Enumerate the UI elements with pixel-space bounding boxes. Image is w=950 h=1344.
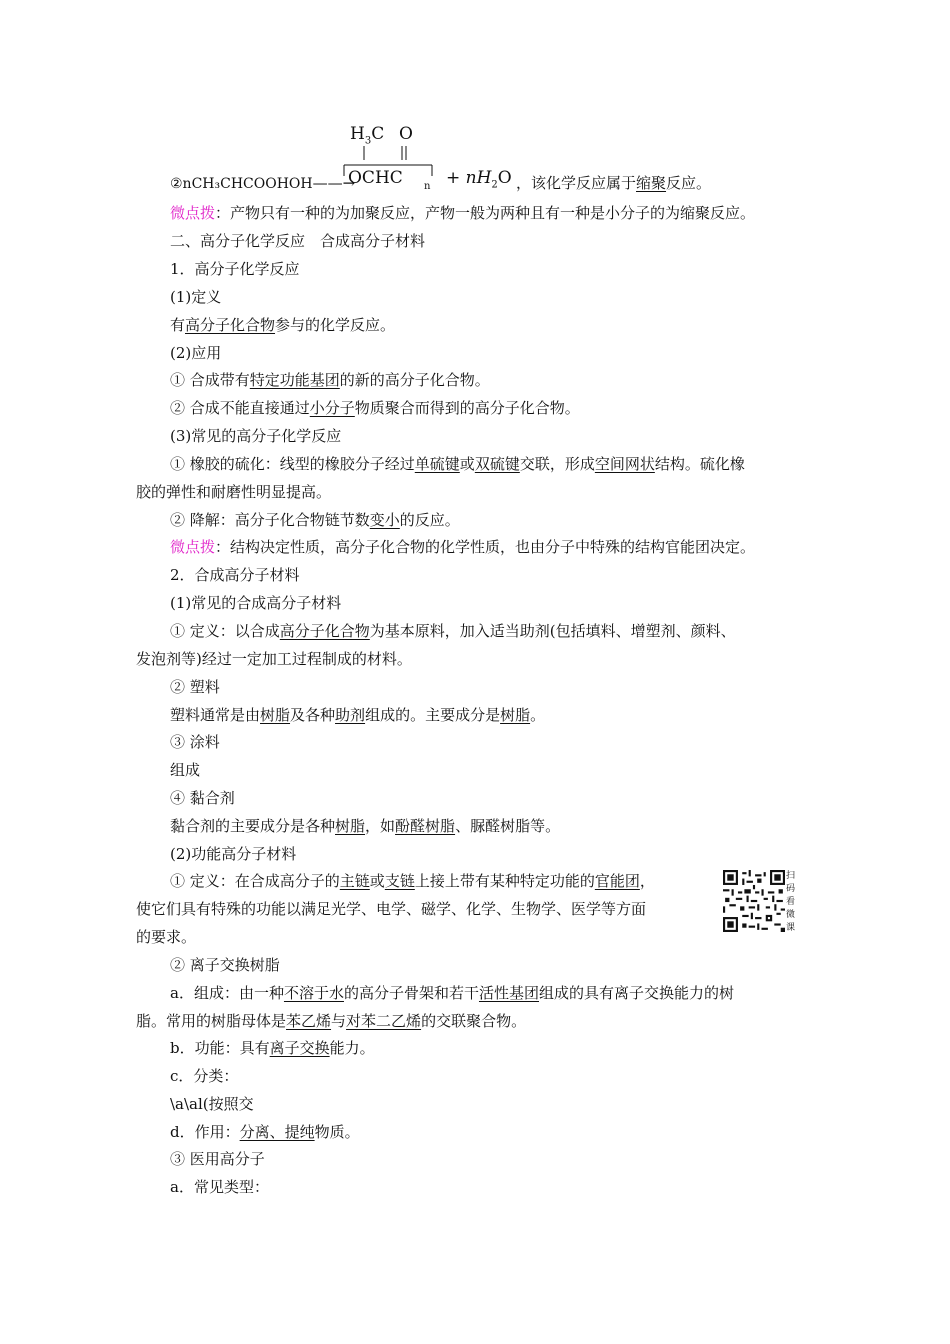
formula-h3-sub: 3 (364, 135, 372, 147)
text-span: 物质。 (314, 1123, 360, 1141)
section-heading: 二、高分子化学反应 合成高分子材料 (170, 232, 426, 250)
text-line: 的要求。 (136, 928, 197, 946)
formula-fill-blank: 缩聚 (636, 174, 667, 192)
text-span: 塑料通常是由 (170, 706, 261, 724)
fill-blank: 不溶于水 (283, 984, 344, 1002)
formula-water-o: O (497, 168, 512, 188)
text-span: d．作用： (170, 1123, 240, 1141)
subsection-heading: 2．合成高分子材料 (170, 566, 300, 584)
text-span: 的交联聚合物。 (421, 1012, 527, 1030)
fill-blank: 对苯二乙烯 (346, 1012, 422, 1030)
text-line (136, 1011, 526, 1031)
formula-n-sub: n (424, 181, 431, 192)
qr-code-icon[interactable] (722, 870, 786, 932)
text-span: ，如 (365, 817, 396, 835)
item-heading: ③ 医用高分子 (170, 1150, 265, 1168)
formula-water: + nH (446, 168, 492, 188)
fill-blank: 分离、提纯 (239, 1123, 315, 1141)
text-line (170, 315, 395, 335)
item-heading: (2)功能高分子材料 (170, 845, 297, 863)
text-line (170, 621, 736, 641)
text-span: 组成的具有离子交换能力的树 (539, 984, 735, 1002)
item-heading: ② 塑料 (170, 678, 220, 696)
text-span: 结构。硫化橡 (654, 455, 745, 473)
text-span: 上接上带有某种特定功能的 (414, 872, 595, 890)
text-span: 组成的。主要成分是 (365, 706, 501, 724)
text-line (170, 705, 545, 725)
fill-blank: 主链 (339, 872, 370, 890)
text-span: 为基本原料，加入适当助剂(包括填料、增塑剂、颜料、 (369, 622, 736, 640)
text-span: ① 定义：在合成高分子的 (170, 872, 340, 890)
text-line: 发泡剂等)经过一定加工过程制成的材料。 (136, 650, 412, 668)
formula-h3-h: H (350, 124, 365, 144)
formula-carbonyl-o: O (399, 124, 413, 144)
fill-blank: 特定功能基团 (249, 371, 340, 389)
text-line: \a\al(按照交 (170, 1095, 254, 1113)
fill-blank: 官能团 (594, 872, 640, 890)
text-line: a．常见类型： (170, 1178, 269, 1196)
text-span: 与 (331, 1012, 347, 1030)
text-span: ， (639, 872, 655, 890)
tip-line-1 (170, 203, 755, 223)
fill-blank: 单硫键 (414, 455, 460, 473)
text-line: c．分类： (170, 1067, 239, 1085)
text-span: 能力。 (329, 1039, 375, 1057)
fill-blank: 双硫键 (474, 455, 520, 473)
text-span: 及各种 (290, 706, 336, 724)
text-line (170, 1038, 375, 1058)
fill-blank: 酚醛树脂 (395, 817, 456, 835)
text-span: 的高分子骨架和若干 (343, 984, 479, 1002)
text-span: 或 (459, 455, 475, 473)
item-heading: (3)常见的高分子化学反应 (170, 427, 342, 445)
text-line: 胶的弹性和耐磨性明显提高。 (136, 483, 332, 501)
formula-water-sub: 2 (491, 179, 498, 191)
fill-blank: 小分子 (309, 399, 355, 417)
fill-blank: 高分子化合物 (279, 622, 370, 640)
formula-tail: ，该化学反应属于 (516, 174, 637, 192)
fill-blank: 树脂 (500, 706, 531, 724)
polymer-equation (0, 0, 950, 200)
text-span: a．组成：由一种 (170, 984, 284, 1002)
text-span: ① 橡胶的硫化：线型的橡胶分子经过 (170, 455, 415, 473)
text-span: 物质聚合而得到的高分子化合物。 (354, 399, 580, 417)
text-line (170, 816, 560, 836)
text-span: 参与的化学反应。 (275, 316, 396, 334)
formula-arrow: ——→ (312, 174, 356, 192)
fill-blank: 活性基团 (478, 984, 539, 1002)
text-line (170, 871, 655, 891)
fill-blank: 树脂 (260, 706, 291, 724)
text-span: ① 定义：以合成 (170, 622, 280, 640)
fill-blank: 高分子化合物 (185, 316, 276, 334)
text-span: 、脲醛树脂等。 (455, 817, 561, 835)
qr-code-label: 扫码看微课 (786, 871, 796, 933)
formula-tail-end: 反应。 (666, 174, 712, 192)
text-line (170, 1122, 360, 1142)
fill-blank: 变小 (369, 511, 400, 529)
text-span: b．功能：具有 (170, 1039, 270, 1057)
text-line (170, 454, 745, 474)
text-span: 交联，形成 (519, 455, 595, 473)
formula-h3-c: C (371, 124, 385, 144)
text-span: 或 (369, 872, 385, 890)
text-span: 脂。常用的树脂母体是 (136, 1012, 287, 1030)
text-line: 组成 (170, 761, 201, 779)
text-line: 使它们具有特殊的功能以满足光学、电学、磁学、化学、生物学、医学等方面 (136, 900, 647, 918)
text-span: ② 合成不能直接通过 (170, 399, 310, 417)
item-heading: ④ 黏合剂 (170, 789, 235, 807)
item-heading: (1)定义 (170, 288, 222, 306)
text-span: 的新的高分子化合物。 (339, 371, 490, 389)
fill-blank: 树脂 (335, 817, 366, 835)
tip-text: ：结构决定性质，高分子化合物的化学性质，也由分子中特殊的结构官能团决定。 (215, 538, 756, 556)
subsection-heading: 1．高分子化学反应 (170, 260, 300, 278)
text-line (170, 398, 580, 418)
fill-blank: 苯乙烯 (286, 1012, 332, 1030)
text-span: 黏合剂的主要成分是各种 (170, 817, 336, 835)
tip-label: 微点拨 (170, 538, 216, 556)
text-span: 的反应。 (399, 511, 460, 529)
item-heading: ② 离子交换树脂 (170, 956, 280, 974)
fill-blank: 助剂 (335, 706, 366, 724)
item-heading: (1)常见的合成高分子材料 (170, 594, 342, 612)
formula-reactant: ②nCH₃CHCOOHOH (170, 176, 313, 192)
text-span: 有 (170, 316, 186, 334)
fill-blank: 离子交换 (269, 1039, 330, 1057)
fill-blank: 支链 (384, 872, 415, 890)
text-line (170, 370, 490, 390)
text-span: ① 合成带有 (170, 371, 250, 389)
tip-line-2 (170, 537, 755, 557)
text-span: 。 (530, 706, 546, 724)
item-heading: ③ 涂料 (170, 733, 220, 751)
text-line (170, 983, 734, 1003)
text-span: ② 降解：高分子化合物链节数 (170, 511, 370, 529)
tip-label: 微点拨 (170, 204, 216, 222)
formula-polymer: OCHC (348, 168, 403, 188)
fill-blank: 空间网状 (594, 455, 655, 473)
item-heading: (2)应用 (170, 344, 222, 362)
tip-text: ：产物只有一种的为加聚反应，产物一般为两种且有一种是小分子的为缩聚反应。 (215, 204, 756, 222)
text-line (170, 510, 460, 530)
